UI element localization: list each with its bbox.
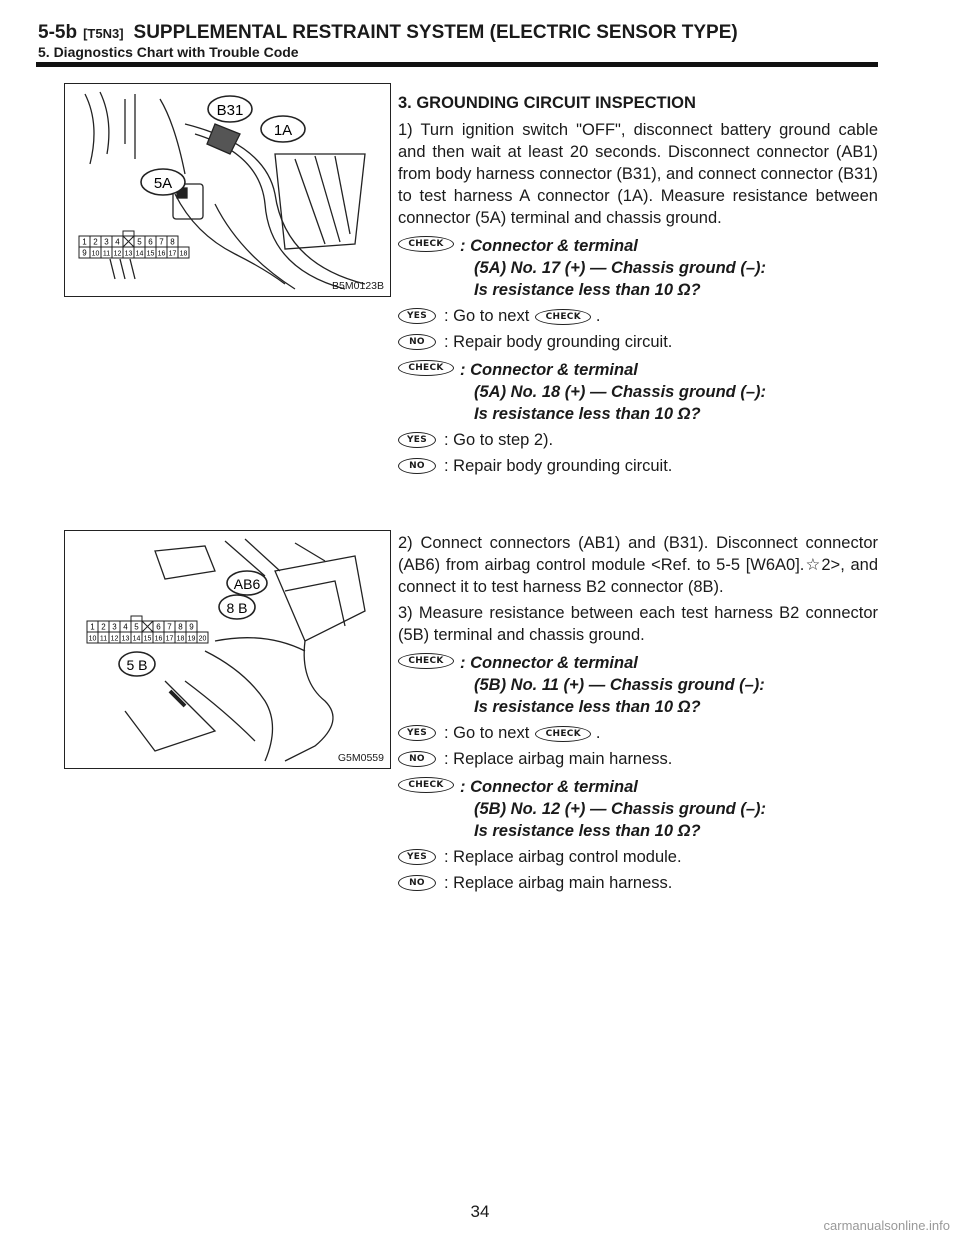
- no-badge-icon: NO: [398, 751, 436, 767]
- check-line: : Connector & terminal: [460, 361, 638, 379]
- no-answer: [398, 872, 878, 894]
- check-line: Is resistance less than 10 Ω?: [474, 822, 701, 840]
- pin-number: 5: [137, 237, 142, 247]
- check-badge-icon: CHECK: [398, 653, 454, 669]
- figure1-label-5a: 5A: [153, 175, 173, 192]
- pin-number: 14: [132, 635, 141, 643]
- page-number: 34: [470, 1202, 490, 1221]
- step2-text: 2) Connect connectors (AB1) and (B31). Disconnect connector (AB6) from airbag control module <Ref. to 5-5 [W6A0].☆2>, and connect it to test harness B2 connector (8B).: [398, 534, 878, 596]
- pin-number: 2: [93, 237, 98, 247]
- pin-number: 11: [99, 635, 108, 643]
- figure1-label-1a: 1A: [273, 122, 293, 139]
- pin-number: 16: [157, 250, 166, 258]
- figure-grounding-connector: [64, 83, 391, 297]
- pin-number: 3: [104, 237, 109, 247]
- pin-number: 9: [189, 622, 194, 632]
- pin-number: 13: [124, 250, 133, 258]
- check-badge-icon: CHECK: [398, 777, 454, 793]
- figure2-label-5b: 5 B: [126, 657, 148, 673]
- pin-number: 9: [82, 248, 87, 258]
- pin-number: 4: [123, 622, 128, 632]
- yes-badge-icon: YES: [398, 725, 436, 741]
- pin-number: 8: [170, 237, 175, 247]
- yes-answer: [398, 305, 878, 327]
- figure2-pin-diagram: [87, 616, 208, 643]
- yes-text: : Go to next: [444, 307, 530, 325]
- pin-number: 7: [159, 237, 164, 247]
- pin-number: 1: [90, 622, 95, 632]
- period: .: [595, 724, 601, 742]
- pin-number: 3: [112, 622, 117, 632]
- check-line: Is resistance less than 10 Ω?: [474, 698, 701, 716]
- grounding-inspection-section: [398, 92, 878, 477]
- no-badge-icon: NO: [398, 334, 436, 350]
- figure1-pin-diagram: [79, 231, 189, 258]
- section-heading: 3. GROUNDING CIRCUIT INSPECTION: [398, 94, 696, 112]
- figure2-label-8b: 8 B: [226, 600, 248, 616]
- watermark: carmanualsonline.info: [823, 1218, 950, 1233]
- yes-answer: [398, 429, 878, 451]
- check-badge-icon: CHECK: [398, 360, 454, 376]
- step3-text: 3) Measure resistance between each test harness B2 connector (5B) terminal and chassis ground.: [398, 604, 878, 644]
- no-badge-icon: NO: [398, 875, 436, 891]
- check-item: [398, 359, 878, 425]
- pin-number: 5: [134, 622, 139, 632]
- pin-number: 10: [91, 250, 100, 258]
- harness-illustration-2: [65, 531, 390, 768]
- section-title: SUPPLEMENTAL RESTRAINT SYSTEM (ELECTRIC SENSOR TYPE): [133, 22, 738, 43]
- pin-number: 18: [179, 250, 188, 258]
- pin-number: 15: [143, 635, 152, 643]
- check-badge-icon: CHECK: [535, 309, 591, 325]
- check-badge-icon: CHECK: [398, 236, 454, 252]
- check-item: [398, 235, 878, 301]
- no-answer: [398, 748, 878, 770]
- pin-number: 17: [168, 250, 177, 258]
- harness-illustration-1: [65, 84, 390, 296]
- figure1-code: B5M0123B: [332, 280, 384, 292]
- section-number: 5-5b: [38, 22, 78, 43]
- pin-number: 14: [135, 250, 144, 258]
- yes-answer: [398, 846, 878, 868]
- figure-airbag-module-connector: [64, 530, 391, 769]
- pin-number: 20: [198, 635, 207, 643]
- yes-text: : Replace airbag control module.: [444, 848, 682, 866]
- check-item: [398, 652, 878, 718]
- check-item: [398, 776, 878, 842]
- airbag-module-section: [398, 532, 878, 894]
- page-header: [38, 22, 738, 44]
- pin-number: 6: [148, 237, 153, 247]
- pin-number: 16: [154, 635, 163, 643]
- pin-number: 6: [156, 622, 161, 632]
- yes-text: : Go to next: [444, 724, 530, 742]
- no-badge-icon: NO: [398, 458, 436, 474]
- pin-number: 13: [121, 635, 130, 643]
- figure2-code: G5M0559: [337, 752, 384, 764]
- pin-number: 19: [187, 635, 196, 643]
- check-line: (5B) No. 11 (+) — Chassis ground (–):: [474, 676, 765, 694]
- no-answer: [398, 455, 878, 477]
- no-answer: [398, 331, 878, 353]
- no-text: : Repair body grounding circuit.: [444, 457, 673, 475]
- header-rule: [36, 62, 878, 67]
- yes-badge-icon: YES: [398, 849, 436, 865]
- yes-badge-icon: YES: [398, 432, 436, 448]
- pin-number: 8: [178, 622, 183, 632]
- pin-number: 17: [165, 635, 174, 643]
- check-line: (5A) No. 18 (+) — Chassis ground (–):: [474, 383, 766, 401]
- check-line: Is resistance less than 10 Ω?: [474, 405, 701, 423]
- yes-text: : Go to step 2).: [444, 431, 554, 449]
- pin-number: 4: [115, 237, 120, 247]
- pin-number: 10: [88, 635, 97, 643]
- pin-number: 11: [102, 250, 111, 258]
- check-line: : Connector & terminal: [460, 778, 638, 796]
- no-text: : Repair body grounding circuit.: [444, 333, 673, 351]
- check-line: (5B) No. 12 (+) — Chassis ground (–):: [474, 800, 766, 818]
- step1-text: 1) Turn ignition switch "OFF", disconnect battery ground cable and then wait at least 20 seconds. Disconnect connector (AB1) from body harness connector (B31), and connect connector (B31) to test harness A connector (1A). Measure resistance between connector (5A) terminal and chassis ground.: [398, 121, 878, 227]
- no-text: : Replace airbag main harness.: [444, 874, 673, 892]
- pin-number: 12: [113, 250, 122, 258]
- pin-number: 18: [176, 635, 185, 643]
- figure2-label-ab6: AB6: [233, 576, 261, 592]
- check-line: Is resistance less than 10 Ω?: [474, 281, 701, 299]
- section-subtitle: 5. Diagnostics Chart with Trouble Code: [38, 44, 299, 60]
- connector-lock-tab: [131, 616, 142, 621]
- check-line: : Connector & terminal: [460, 237, 638, 255]
- pin-number: 12: [110, 635, 119, 643]
- no-text: : Replace airbag main harness.: [444, 750, 673, 768]
- connector-lock-tab: [123, 231, 134, 236]
- yes-answer: [398, 722, 878, 744]
- check-line: (5A) No. 17 (+) — Chassis ground (–):: [474, 259, 766, 277]
- figure1-label-b31: B31: [216, 102, 244, 119]
- pin-number: 1: [82, 237, 87, 247]
- pin-number: 7: [167, 622, 172, 632]
- check-badge-icon: CHECK: [535, 726, 591, 742]
- pin-number: 15: [146, 250, 155, 258]
- yes-badge-icon: YES: [398, 308, 436, 324]
- pin-number: 2: [101, 622, 106, 632]
- period: .: [595, 307, 601, 325]
- check-line: : Connector & terminal: [460, 654, 638, 672]
- section-code: [T5N3]: [83, 26, 124, 41]
